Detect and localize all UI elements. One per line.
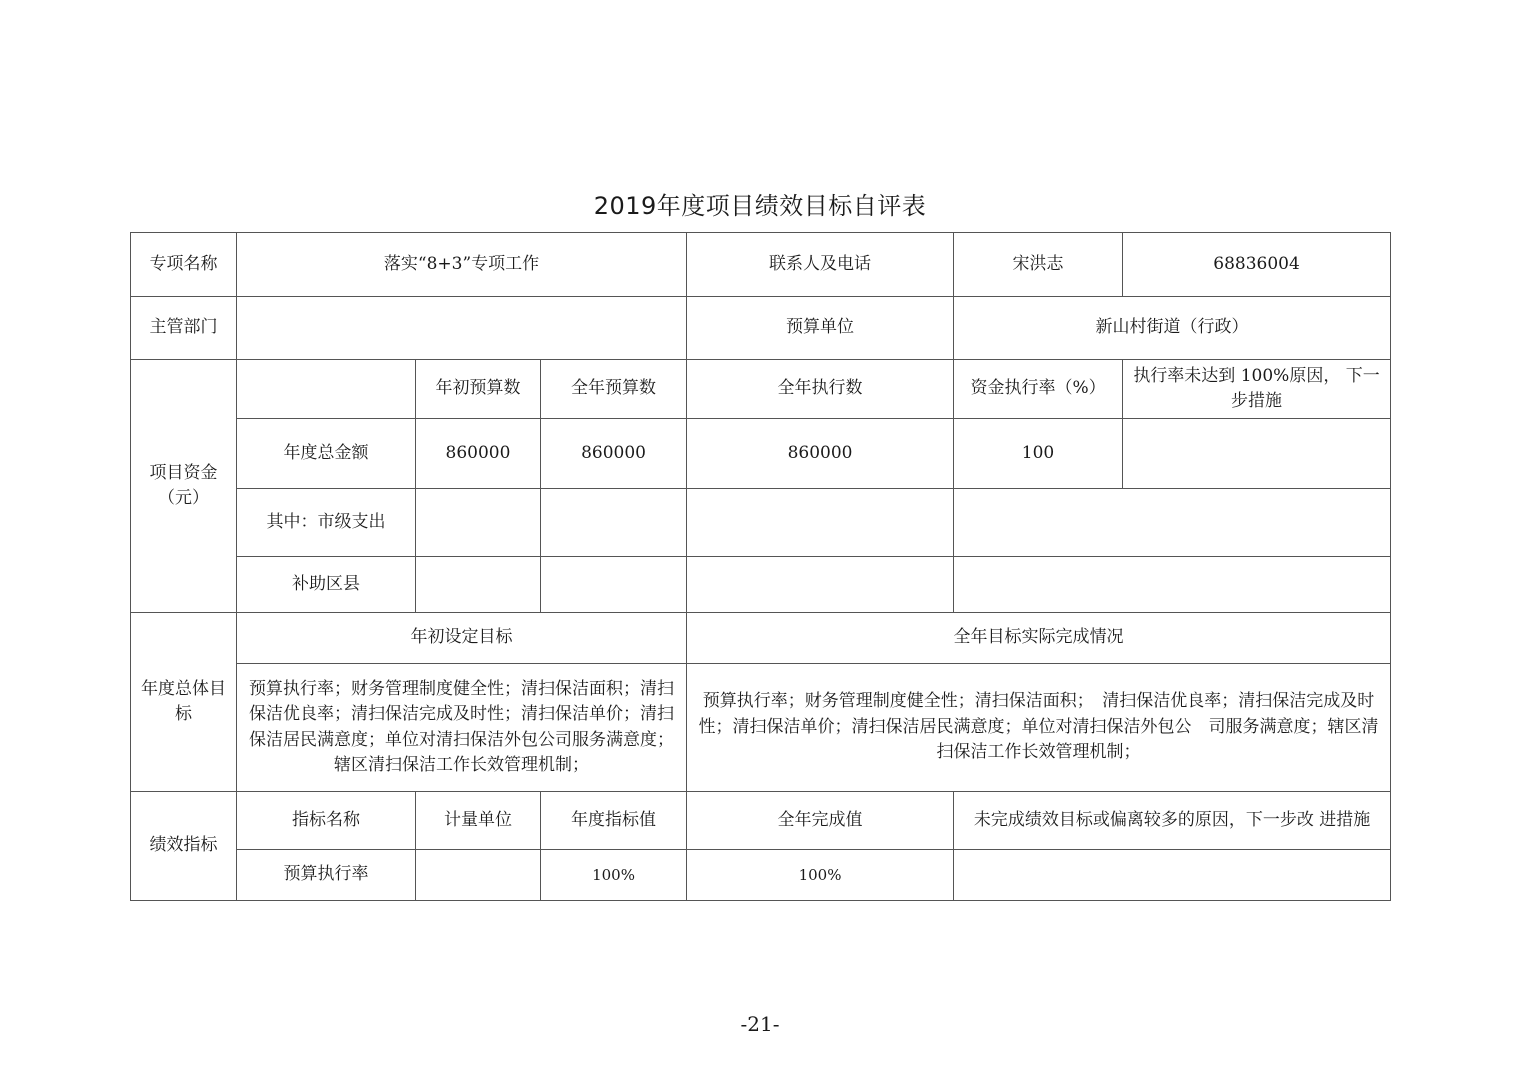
page-number: -21-: [740, 1012, 780, 1036]
annual-execution-header: 全年执行数: [687, 360, 954, 419]
indicator-actual: 100%: [687, 850, 954, 901]
indicator-reason-header: 未完成绩效目标或偏离较多的原因，下一步改 进措施: [954, 792, 1391, 850]
annual-execution-value: [687, 489, 954, 557]
indicator-target: 100%: [541, 850, 687, 901]
contact-name: 宋洪志: [954, 233, 1123, 297]
annual-budget-value: [541, 557, 687, 613]
department-label: 主管部门: [131, 297, 237, 360]
execution-rate-header: 资金执行率（%）: [954, 360, 1123, 419]
funds-row-label: 年度总金额: [237, 419, 416, 489]
execution-rate-value: [954, 489, 1391, 557]
annual-budget-header: 全年预算数: [541, 360, 687, 419]
funds-row-label: 补助区县: [237, 557, 416, 613]
funds-municipal-row: [131, 489, 1391, 557]
indicator-actual-header: 全年完成值: [687, 792, 954, 850]
goals-header-row: [131, 613, 1391, 664]
funds-header-blank: [237, 360, 416, 419]
funds-label: 项目资金（元）: [131, 360, 237, 613]
indicator-target-header: 年度指标值: [541, 792, 687, 850]
execution-rate-value: [954, 557, 1391, 613]
indicator-unit-header: 计量单位: [416, 792, 541, 850]
contact-label: 联系人及电话: [687, 233, 954, 297]
initial-budget-header: 年初预算数: [416, 360, 541, 419]
funds-district-row: [131, 557, 1391, 613]
self-evaluation-table: [130, 232, 1391, 901]
project-name-label: 专项名称: [131, 233, 237, 297]
actual-goals-header: 全年目标实际完成情况: [687, 613, 1391, 664]
execution-reason-value: [1123, 419, 1391, 489]
initial-budget-value: [416, 489, 541, 557]
department-row: [131, 297, 1391, 360]
funds-total-row: [131, 419, 1391, 489]
annual-execution-value: 860000: [687, 419, 954, 489]
indicators-label: 绩效指标: [131, 792, 237, 901]
annual-budget-value: 860000: [541, 419, 687, 489]
funds-row-label: 其中：市级支出: [237, 489, 416, 557]
indicator-name-header: 指标名称: [237, 792, 416, 850]
budget-unit-value: 新山村街道（行政）: [954, 297, 1391, 360]
initial-goals-header: 年初设定目标: [237, 613, 687, 664]
contact-phone: 68836004: [1123, 233, 1391, 297]
actual-goals-text: 预算执行率；财务管理制度健全性；清扫保洁面积； 清扫保洁优良率；清扫保洁完成及时性；清扫保洁单价；清扫保洁居民满意度；单位对清扫保洁外包公 司服务满意度；辖区清扫保洁工作长效管理机制；: [687, 664, 1391, 792]
indicator-reason: [954, 850, 1391, 901]
initial-budget-value: 860000: [416, 419, 541, 489]
document-title: 2019年度项目绩效目标自评表: [593, 192, 927, 220]
execution-rate-value: 100: [954, 419, 1123, 489]
goals-label: 年度总体目标: [131, 613, 237, 792]
execution-reason-header: 执行率未达到 100%原因， 下一步措施: [1123, 360, 1391, 419]
indicator-name: 预算执行率: [237, 850, 416, 901]
indicators-header-row: [131, 792, 1391, 850]
project-name-value: 落实“8+3”专项工作: [237, 233, 687, 297]
initial-budget-value: [416, 557, 541, 613]
funds-header-row: [131, 360, 1391, 419]
annual-budget-value: [541, 489, 687, 557]
goals-text-row: [131, 664, 1391, 792]
project-name-row: [131, 233, 1391, 297]
budget-unit-label: 预算单位: [687, 297, 954, 360]
indicator-unit: [416, 850, 541, 901]
department-value: [237, 297, 687, 360]
indicator-row: [131, 850, 1391, 901]
annual-execution-value: [687, 557, 954, 613]
initial-goals-text: 预算执行率；财务管理制度健全性；清扫保洁面积；清扫保洁优良率；清扫保洁完成及时性；清扫保洁单价；清扫保洁居民满意度；单位对清扫保洁外包公司服务满意度；辖区清扫保洁工作长效管理机制；: [237, 664, 687, 792]
